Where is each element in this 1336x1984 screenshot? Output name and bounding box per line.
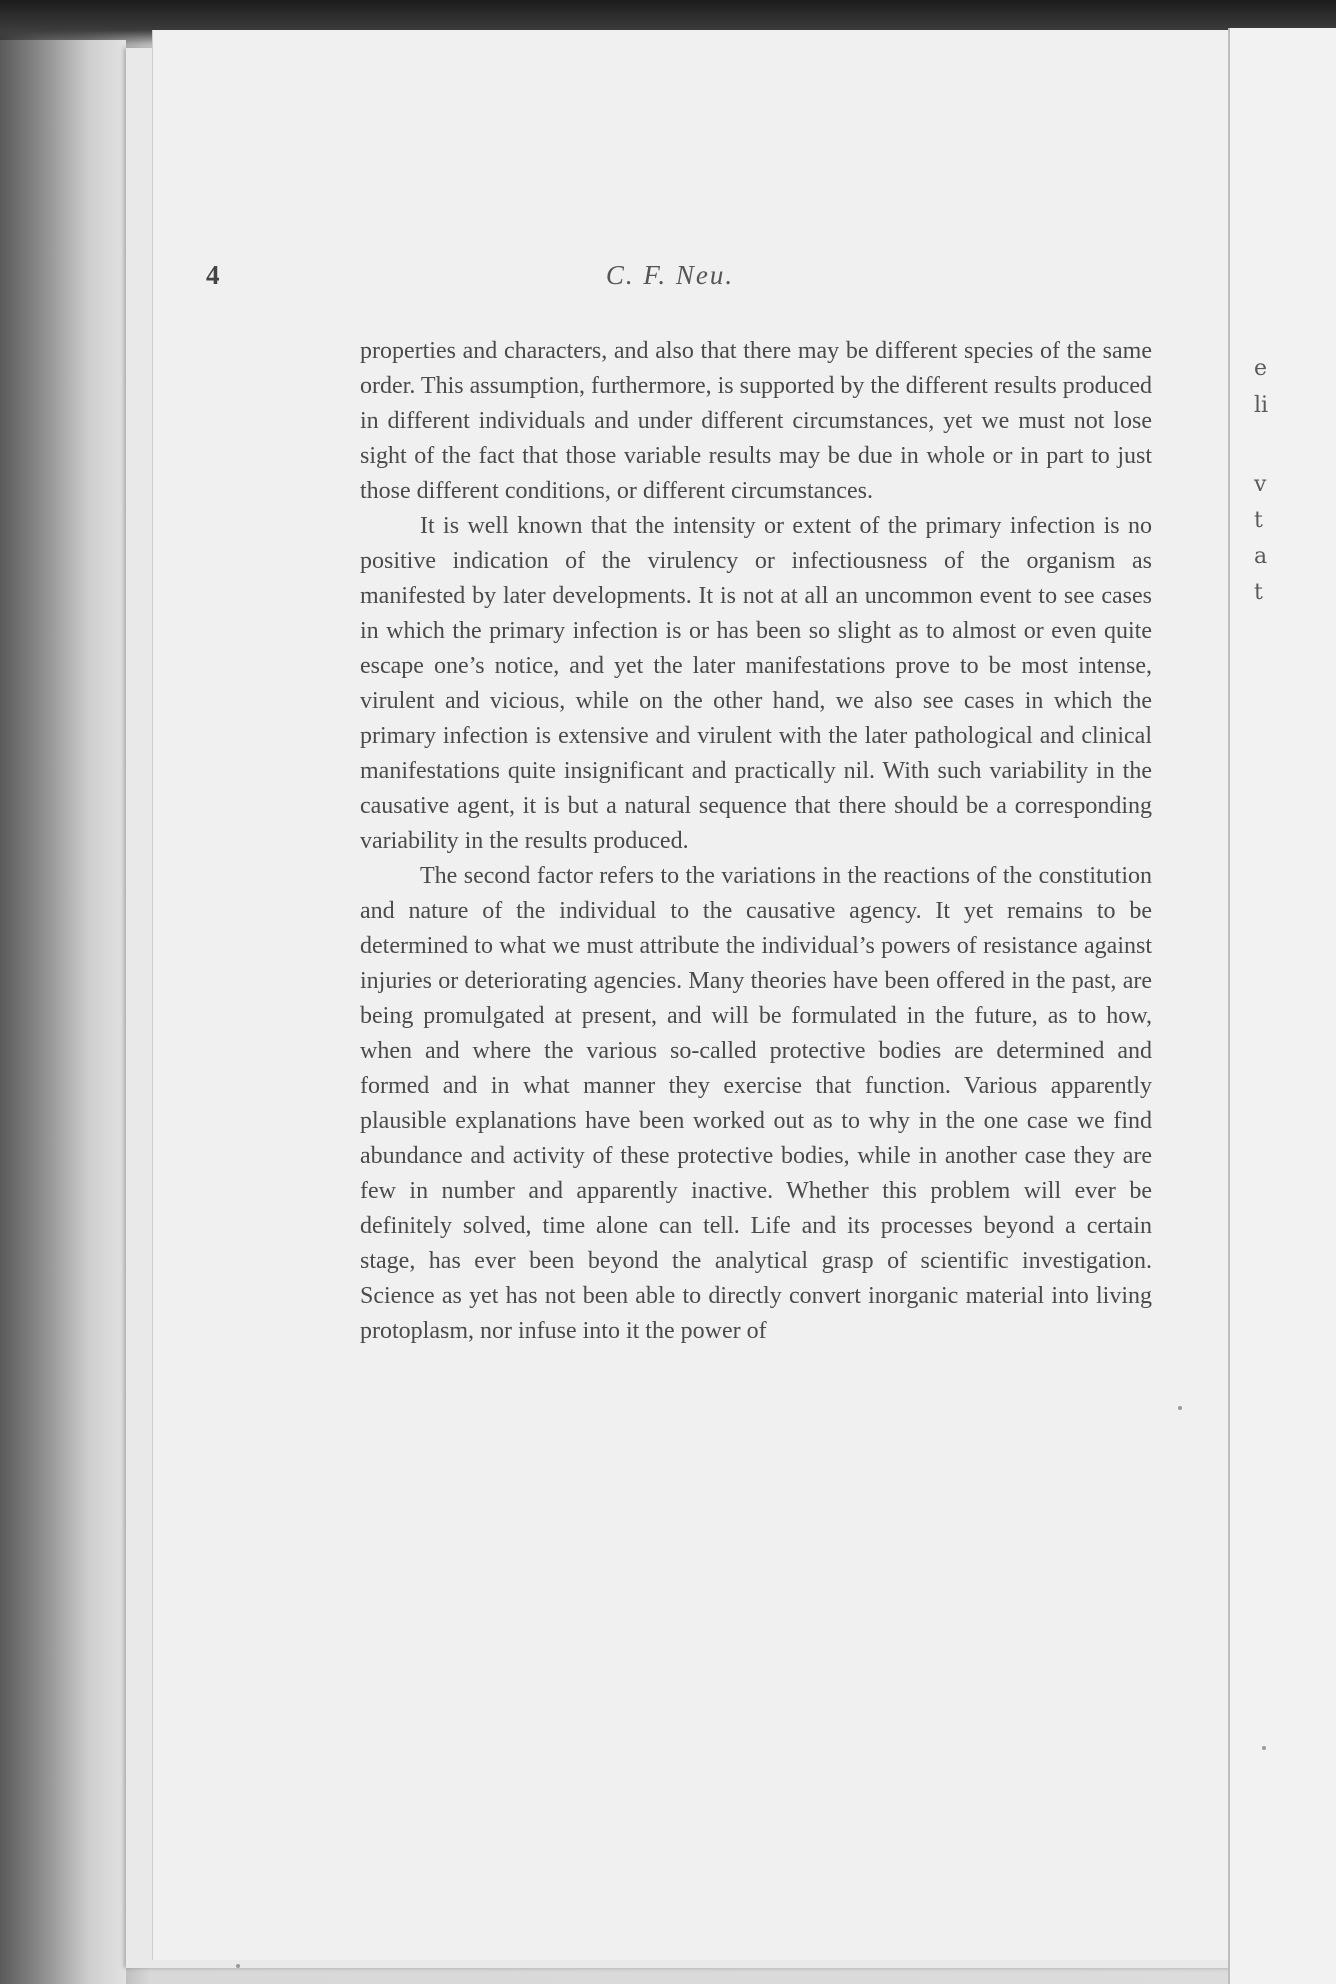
running-head: C. F. Neu. <box>605 260 735 290</box>
facing-page-fragment: li <box>1254 393 1269 418</box>
scan-speck <box>1178 1406 1182 1410</box>
paragraph: The second factor refers to the variations in the reactions of the constitution and nature of the individual to the causative agency. It yet remains to be determined to what we must attribute the individual’s powers of resistance against injuries or deteriorating agencies. Many theories have been offered in the past, are being promulgated at present, and will be formulated in the future, as to how, when and where the various so-called protective bodies are determined and formed and in what manner they exercise that function. Various apparently plausible explanations have been worked out as to why in the one case we find abundance and activity of these protective bodies, while in another case they are few in number and apparently inactive. Whether this problem will ever be definitely solved, time alone can tell. Life and its processes beyond a certain stage, has ever been beyond the analytical grasp of scientific investigation. Science as yet has not been able to directly convert inorganic material into living protoplasm, nor infuse into it the power of <box>360 863 1152 1344</box>
facing-page-fragment: v <box>1254 472 1267 497</box>
facing-page-fragment: t <box>1254 508 1263 533</box>
facing-page-fragment: a <box>1254 544 1268 569</box>
facing-page-edge <box>1228 28 1336 1984</box>
page-number: 4 <box>206 260 220 290</box>
scan-speck <box>1262 1746 1266 1750</box>
scan-speck <box>236 1964 240 1968</box>
paragraph: properties and characters, and also that there may be different species of the same order. This assumption, furthermore, is supported by the different results produced in different individuals and under different circumstances, yet we must not lose sight of the fact that those variable results may be due in whole or in part to just those different conditions, or different circumstances. <box>360 338 1152 504</box>
facing-page-fragment: e <box>1254 356 1268 381</box>
body-text <box>360 334 1152 1349</box>
book-gutter <box>0 40 126 1984</box>
paragraph: It is well known that the intensity or extent of the primary infection is no positive indication of the virulency or infectiousness of the organism as manifested by later developments. It is not at all an uncommon event to see cases in which the primary infection is or has been so slight as to almost or even quite escape one’s notice, and yet the later manifestations prove to be most intense, virulent and vicious, while on the other hand, we also see cases in which the primary infection is extensive and virulent with the later pathological and clinical manifestations quite insignificant and practically nil. With such variability in the causative agent, it is but a natural sequence that there should be a corresponding variability in the results produced. <box>360 513 1152 854</box>
facing-page-fragment: t <box>1254 580 1263 605</box>
